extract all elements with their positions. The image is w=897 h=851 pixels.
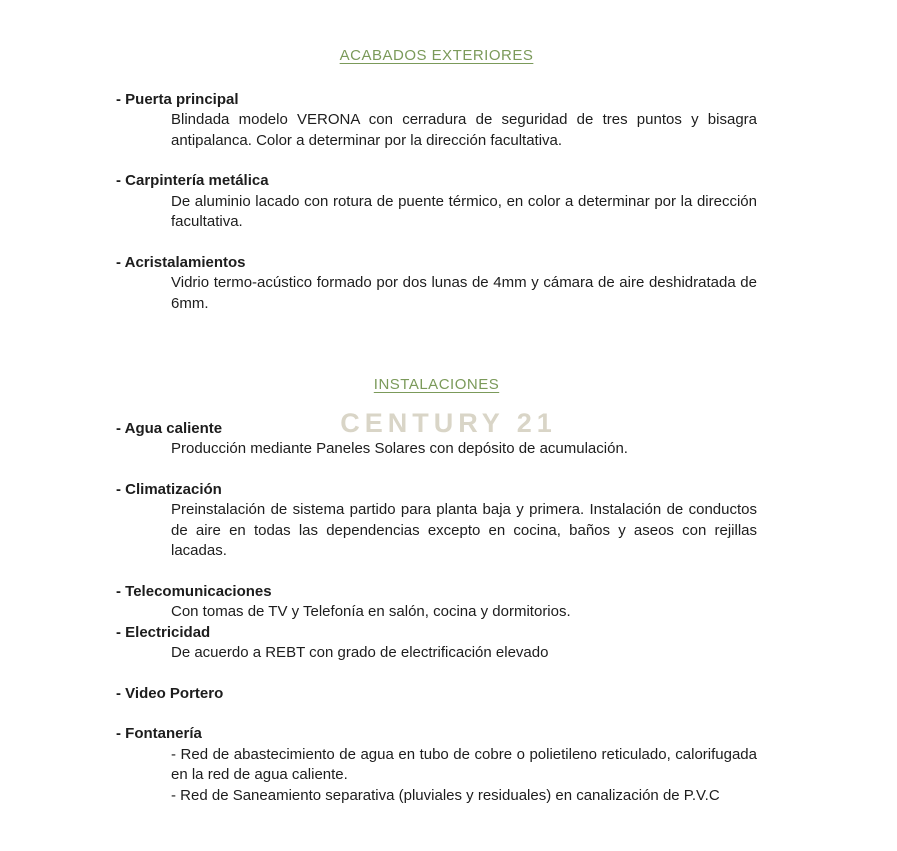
item-paragraph: - Red de Saneamiento separativa (pluviales y residuales) en canalización de P.V.C bbox=[171, 786, 720, 804]
spec-item bbox=[116, 724, 757, 806]
section-acabados-exteriores bbox=[116, 46, 757, 314]
item-paragraph: - Red de abastecimiento de agua en tubo de cobre o polietileno reticulado, calorifugada en la red de agua caliente. bbox=[171, 745, 757, 783]
spec-item bbox=[116, 419, 757, 460]
item-heading: - Agua caliente bbox=[116, 419, 223, 437]
item-paragraph: Producción mediante Paneles Solares con depósito de acumulación. bbox=[171, 440, 628, 457]
spec-item bbox=[116, 582, 757, 623]
item-paragraph: Blindada modelo VERONA con cerradura de seguridad de tres puntos y bisagra antipalanca. Color a determinar por la dirección facultativa. bbox=[171, 111, 757, 149]
item-heading: - Carpintería metálica bbox=[116, 172, 269, 189]
item-paragraph: Con tomas de TV y Telefonía en salón, cocina y dormitorios. bbox=[171, 603, 571, 620]
spec-item bbox=[116, 90, 757, 152]
item-heading: - Video Portero bbox=[116, 684, 224, 702]
item-paragraph: Preinstalación de sistema partido para planta baja y primera. Instalación de conductos de aire en todas las dependencias excepto en cocina, baños y aseos con rejillas lacadas. bbox=[171, 501, 757, 559]
spec-item bbox=[116, 684, 757, 705]
item-heading: - Acristalamientos bbox=[116, 253, 246, 271]
item-heading: - Electricidad bbox=[116, 623, 211, 641]
item-paragraph: De acuerdo a REBT con grado de electrificación elevado bbox=[171, 644, 549, 661]
spec-item bbox=[116, 480, 757, 562]
spec-item bbox=[116, 253, 757, 315]
item-heading: - Climatización bbox=[116, 480, 222, 498]
section-title: ACABADOS EXTERIORES bbox=[339, 47, 534, 64]
century21-watermark: CENTURY 21 bbox=[340, 408, 557, 438]
item-heading: - Puerta principal bbox=[116, 90, 239, 108]
item-heading: - Telecomunicaciones bbox=[116, 582, 272, 600]
spec-item bbox=[116, 623, 757, 664]
item-heading: - Fontanería bbox=[116, 725, 202, 742]
section-instalaciones bbox=[116, 375, 757, 806]
item-paragraph: Vidrio termo-acústico formado por dos lunas de 4mm y cámara de aire deshidratada de 6mm. bbox=[171, 274, 757, 312]
spec-item bbox=[116, 171, 757, 233]
section-title: INSTALACIONES bbox=[373, 376, 500, 393]
item-paragraph: De aluminio lacado con rotura de puente térmico, en color a determinar por la dirección facultativa. bbox=[171, 192, 757, 230]
